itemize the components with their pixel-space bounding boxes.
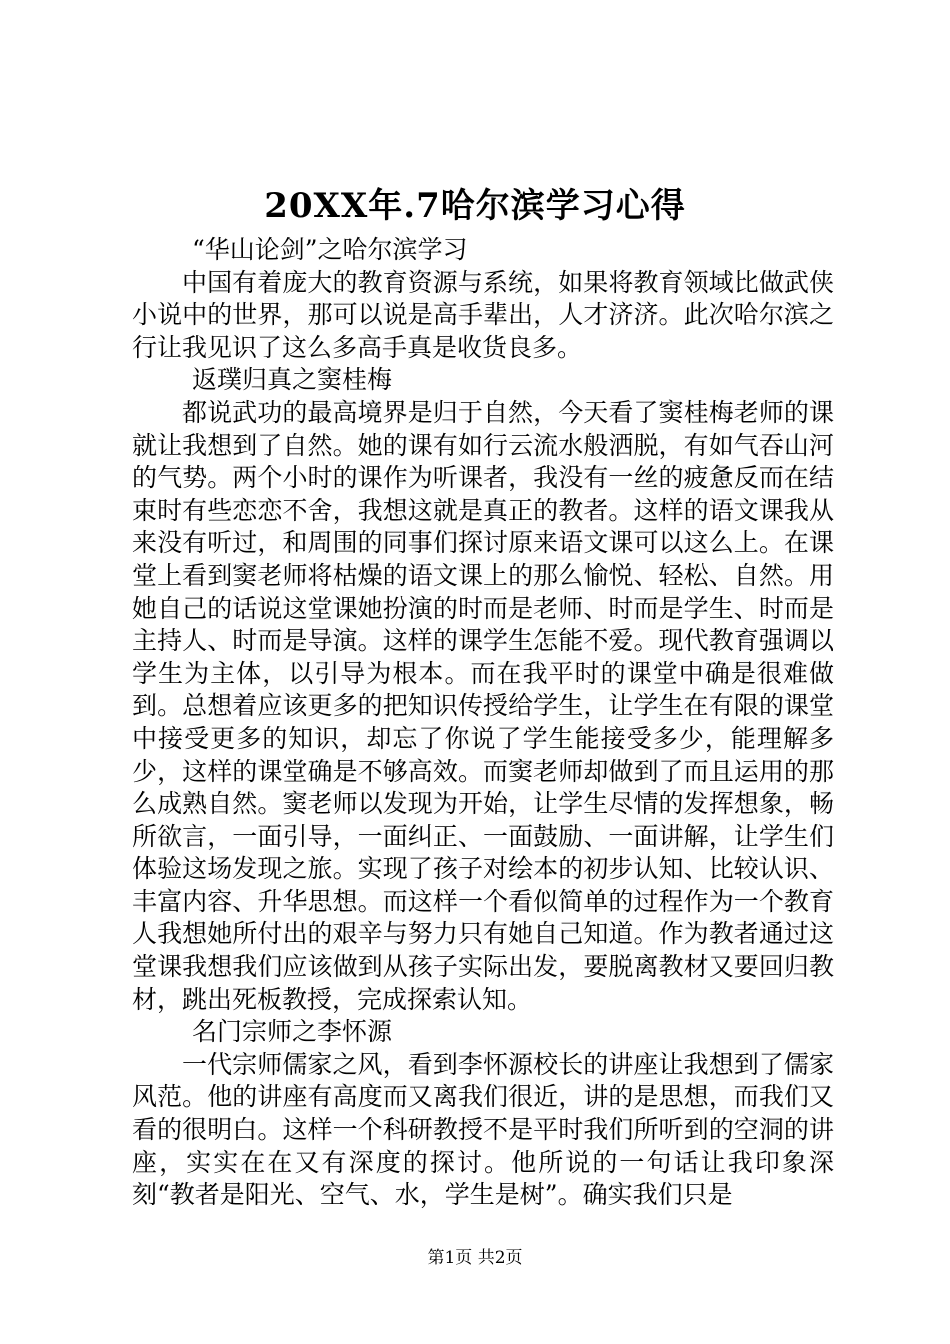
document-title: 20XX年.7哈尔滨学习心得 <box>264 186 686 226</box>
body-paragraph-li-huaiyuan: 一代宗师儒家之风，看到李怀源校长的讲座让我想到了儒家风范。他的讲座有高度而又离我们很近，讲的是思想，而我们又看的很明白。这样一个科研教授不是平时我们所听到的空洞的讲座，实实在在又有深度的探讨。他所说的一句话让我印象深刻“教者是阳光、空气、水，学生是树”。确实我们只是 <box>132 1049 834 1210</box>
document-body <box>132 234 834 1212</box>
section-heading-li-huaiyuan: 名门宗师之李怀源 <box>192 1017 393 1047</box>
section-heading-dou-guimei: 返璞归真之窦桂梅 <box>192 365 393 395</box>
section-heading-huashan: “华山论剑”之哈尔滨学习 <box>192 235 468 264</box>
body-paragraph-dou-guimei: 都说武功的最高境界是归于自然，今天看了窦桂梅老师的课就让我想到了自然。她的课有如行云流水般洒脱，有如气吞山河的气势。两个小时的课作为听课者，我没有一丝的疲惫反而在结束时有些恋恋不舍，我想这就是真正的教者。这样的语文课我从来没有听过，和周围的同事们探讨原来语文课可以这么上。在课堂上看到窦老师将枯燥的语文课上的那么愉悦、轻松、自然。用她自己的话说这堂课她扮演的时而是老师、时而是学生、时而是主持人、时而是导演。这样的课学生怎能不爱。现代教育强调以学生为主体，以引导为根本。而在我平时的课堂中确是很难做到。总想着应该更多的把知识传授给学生，让学生在有限的课堂中接受更多的知识，却忘了你说了学生能接受多少，能理解多少，这样的课堂确是不够高效。而窦老师却做到了而且运用的那么成熟自然。窦老师以发现为开始，让学生尽情的发挥想象，畅所欲言，一面引导，一面纠正、一面鼓励、一面讲解，让学生们体验这场发现之旅。实现了孩子对绘本的初步认知、比较认识、丰富内容、升华思想。而这样一个看似简单的过程作为一个教育人我想她所付出的艰辛与努力只有她自己知道。作为教者通过这堂课我想我们应该做到从孩子实际出发，要脱离教材又要回归教材，跳出死板教授，完成探索认知。 <box>132 397 834 1014</box>
body-paragraph-intro: 中国有着庞大的教育资源与系统，如果将教育领域比做武侠小说中的世界，那可以说是高手辈出，人才济济。此次哈尔滨之行让我见识了这么多高手真是收货良多。 <box>132 267 834 362</box>
page-footer: 第1页 共2页 <box>427 1248 523 1268</box>
